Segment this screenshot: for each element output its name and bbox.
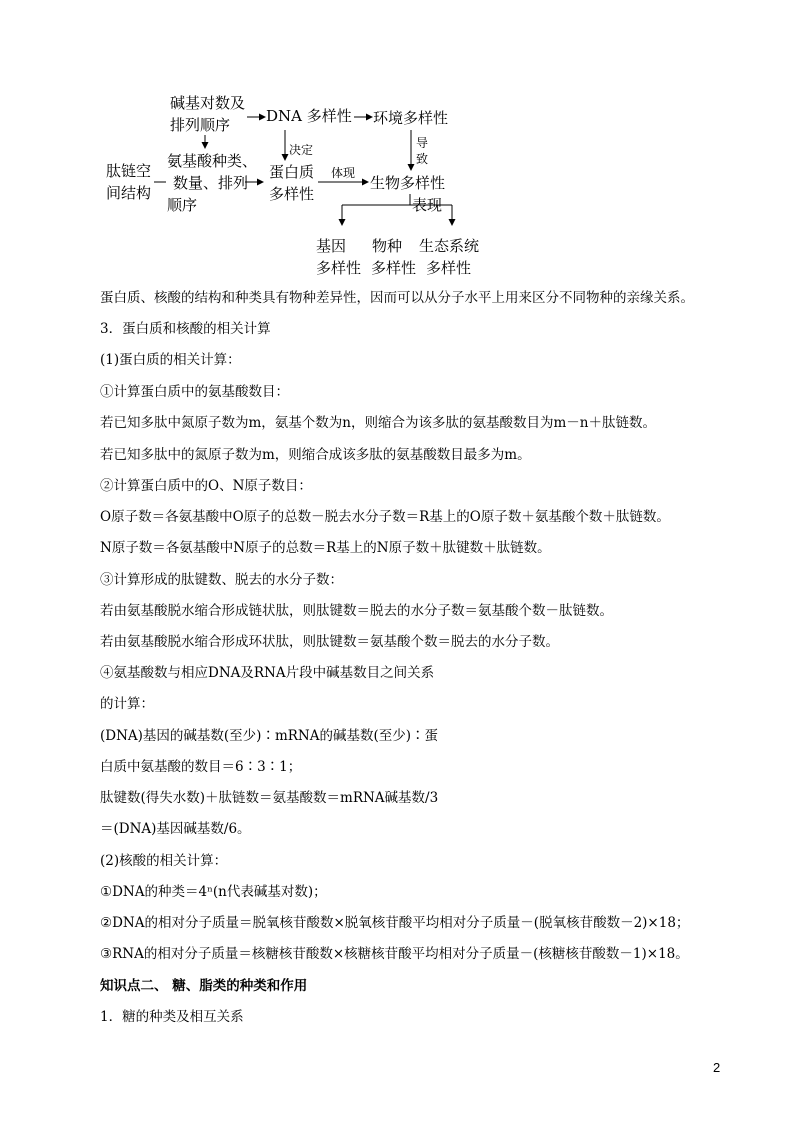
text-line: 若已知多肽中氮原子数为m，氨基个数为n，则缩合为该多肽的氨基酸数目为m－n＋肽链数。 [100, 415, 656, 431]
label-species-1: 物种 [372, 237, 403, 255]
knowledge-point-heading: 知识点二、 糖、脂类的种类和作用 [100, 978, 308, 994]
text-line: ②DNA的相对分子质量＝脱氧核苷酸数×脱氧核苷酸平均相对分子质量－(脱氧核苷酸数－2)×18； [100, 915, 690, 931]
text-line: ①DNA的种类＝4ⁿ(n代表碱基对数)； [100, 884, 327, 900]
label-guide: 导 [416, 136, 429, 150]
label-decide: 决定 [289, 143, 314, 157]
label-species-2: 多样性 [371, 259, 417, 277]
subsection-heading: (1)蛋白质的相关计算： [100, 352, 241, 368]
label-protein-1: 蛋白质 [269, 163, 315, 181]
text-line: ③RNA的相对分子质量＝核糖核苷酸数×核糖核苷酸平均相对分子质量－(核糖核苷酸数－1)×18。 [100, 946, 689, 962]
subsection-heading: (2)核酸的相关计算： [100, 853, 228, 869]
label-protein-2: 多样性 [269, 185, 315, 203]
text-line: 肽键数(得失水数)＋肽链数＝氨基酸数＝mRNA碱基数/3 [100, 790, 439, 806]
label-embody: 体现 [331, 166, 356, 180]
text-line: 若已知多肽中的氮原子数为m，则缩合成该多肽的氨基酸数目最多为m。 [100, 447, 531, 463]
label-eco-1: 生态系统 [419, 237, 480, 255]
label-amino-2: 数量、排列 [173, 174, 249, 192]
label-gene-2: 多样性 [316, 259, 362, 277]
label-order: 排列顺序 [170, 116, 231, 134]
label-peptide-2: 间结构 [106, 184, 152, 202]
text-line: O原子数＝各氨基酸中O原子的总数－脱去水分子数＝R基上的O原子数＋氨基酸个数＋肽链数。 [100, 509, 670, 525]
text-line: ①计算蛋白质中的氨基酸数目： [100, 384, 289, 400]
text-line: 蛋白质、核酸的结构和种类具有物种差异性，因而可以从分子水平上用来区分不同物种的亲缘关系。 [100, 290, 694, 306]
label-amino-3: 顺序 [167, 196, 198, 214]
text-line: (DNA)基因的碱基数(至少)∶mRNA的碱基数(至少)∶蛋 [100, 728, 439, 744]
diversity-concept-diagram [100, 90, 520, 285]
text-line: 白质中氨基酸的数目＝6∶3∶1； [100, 759, 302, 775]
page-number: 2 [713, 1060, 721, 1075]
text-line: ④氨基酸数与相应DNA及RNA片段中碱基数目之间关系 [100, 665, 435, 681]
label-amino-1: 氨基酸种类、 [167, 152, 258, 170]
label-cause: 致 [416, 152, 429, 166]
label-dna-diversity: DNA 多样性 [266, 107, 352, 125]
section-heading: 3．蛋白质和核酸的相关计算 [100, 321, 271, 337]
text-line: ③计算形成的肽键数、脱去的水分子数： [100, 572, 343, 588]
label-peptide-1: 肽链空 [106, 162, 152, 180]
text-line: N原子数＝各氨基酸中N原子的总数＝R基上的N原子数＋肽键数＋肽链数。 [100, 540, 551, 556]
text-line: 若由氨基酸脱水缩合形成链状肽，则肽键数＝脱去的水分子数＝氨基酸个数－肽链数。 [100, 603, 613, 619]
section-heading: 1．糖的种类及相互关系 [100, 1009, 244, 1025]
label-eco-2: 多样性 [426, 259, 472, 277]
text-line: ＝(DNA)基因碱基数/6。 [100, 821, 251, 837]
label-express: 表现 [412, 196, 443, 214]
text-line: ②计算蛋白质中的O、N原子数目： [100, 478, 312, 494]
text-line: 的计算： [100, 696, 154, 712]
text-line: 若由氨基酸脱水缩合形成环状肽，则肽键数＝氨基酸个数＝脱去的水分子数。 [100, 634, 559, 650]
label-gene-1: 基因 [316, 237, 347, 255]
label-base-pairs: 碱基对数及 [170, 94, 246, 112]
label-bio-diversity: 生物多样性 [370, 174, 446, 192]
label-env-diversity: 环境多样性 [373, 109, 449, 127]
